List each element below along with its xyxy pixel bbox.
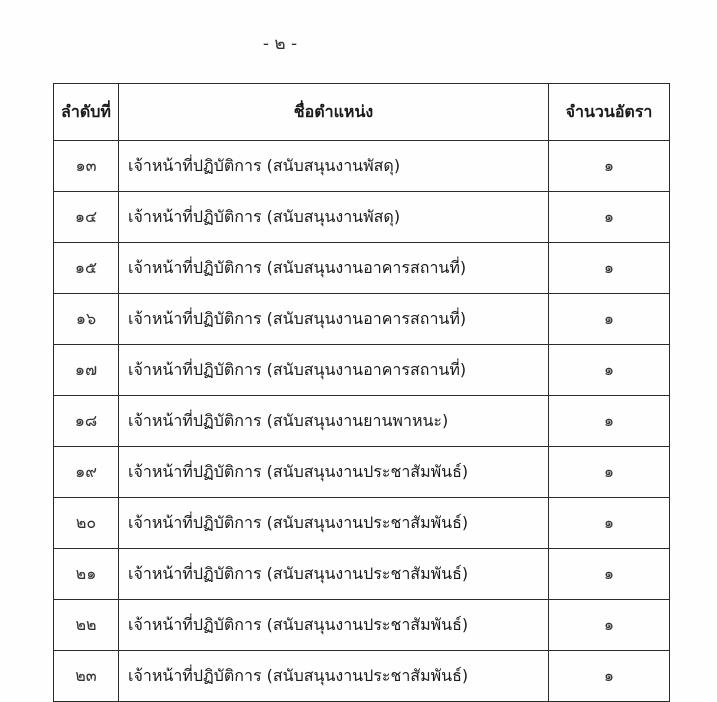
- row-position-name-cell: เจ้าหน้าที่ปฏิบัติการ (สนับสนุนงานยานพาหนะ): [119, 396, 549, 447]
- table-body: [54, 141, 670, 702]
- row-order-cell: ๑๔: [54, 192, 119, 243]
- table-row: [54, 651, 670, 702]
- row-quota-cell: ๑: [549, 396, 670, 447]
- positions-table: [53, 83, 670, 702]
- table-row: [54, 243, 670, 294]
- header-quota: จำนวนอัตรา: [549, 84, 670, 141]
- row-quota-cell: ๑: [549, 345, 670, 396]
- row-position-name-cell: เจ้าหน้าที่ปฏิบัติการ (สนับสนุนงานประชาสัมพันธ์): [119, 651, 549, 702]
- row-order-cell: ๒๑: [54, 549, 119, 600]
- row-quota-cell: ๑: [549, 294, 670, 345]
- row-position-name-cell: เจ้าหน้าที่ปฏิบัติการ (สนับสนุนงานอาคารสถานที่): [119, 243, 549, 294]
- header-order: ลำดับที่: [54, 84, 119, 141]
- page-number: - ๒ -: [262, 34, 298, 54]
- row-order-cell: ๑๙: [54, 447, 119, 498]
- row-order-cell: ๑๕: [54, 243, 119, 294]
- table-row: [54, 294, 670, 345]
- row-position-name-cell: เจ้าหน้าที่ปฏิบัติการ (สนับสนุนงานพัสดุ): [119, 192, 549, 243]
- row-order-cell: ๒๓: [54, 651, 119, 702]
- row-quota-cell: ๑: [549, 651, 670, 702]
- row-position-name-cell: เจ้าหน้าที่ปฏิบัติการ (สนับสนุนงานประชาสัมพันธ์): [119, 447, 549, 498]
- row-position-name-cell: เจ้าหน้าที่ปฏิบัติการ (สนับสนุนงานประชาสัมพันธ์): [119, 600, 549, 651]
- table-row: [54, 345, 670, 396]
- row-order-cell: ๑๓: [54, 141, 119, 192]
- row-order-cell: ๒๒: [54, 600, 119, 651]
- row-order-cell: ๑๗: [54, 345, 119, 396]
- row-quota-cell: ๑: [549, 447, 670, 498]
- row-quota-cell: ๑: [549, 141, 670, 192]
- table-row: [54, 549, 670, 600]
- table-row: [54, 192, 670, 243]
- row-order-cell: ๑๖: [54, 294, 119, 345]
- row-position-name-cell: เจ้าหน้าที่ปฏิบัติการ (สนับสนุนงานอาคารสถานที่): [119, 294, 549, 345]
- row-position-name-cell: เจ้าหน้าที่ปฏิบัติการ (สนับสนุนงานอาคารสถานที่): [119, 345, 549, 396]
- table-row: [54, 498, 670, 549]
- table-row: [54, 600, 670, 651]
- row-position-name-cell: เจ้าหน้าที่ปฏิบัติการ (สนับสนุนงานประชาสัมพันธ์): [119, 549, 549, 600]
- row-order-cell: ๒๐: [54, 498, 119, 549]
- table-row: [54, 141, 670, 192]
- row-quota-cell: ๑: [549, 192, 670, 243]
- row-position-name-cell: เจ้าหน้าที่ปฏิบัติการ (สนับสนุนงานประชาสัมพันธ์): [119, 498, 549, 549]
- row-quota-cell: ๑: [549, 600, 670, 651]
- table-header-row: [54, 84, 670, 141]
- table-row: [54, 396, 670, 447]
- row-position-name-cell: เจ้าหน้าที่ปฏิบัติการ (สนับสนุนงานพัสดุ): [119, 141, 549, 192]
- row-quota-cell: ๑: [549, 243, 670, 294]
- row-order-cell: ๑๘: [54, 396, 119, 447]
- row-quota-cell: ๑: [549, 498, 670, 549]
- table-row: [54, 447, 670, 498]
- header-position-name: ชื่อตำแหน่ง: [119, 84, 549, 141]
- row-quota-cell: ๑: [549, 549, 670, 600]
